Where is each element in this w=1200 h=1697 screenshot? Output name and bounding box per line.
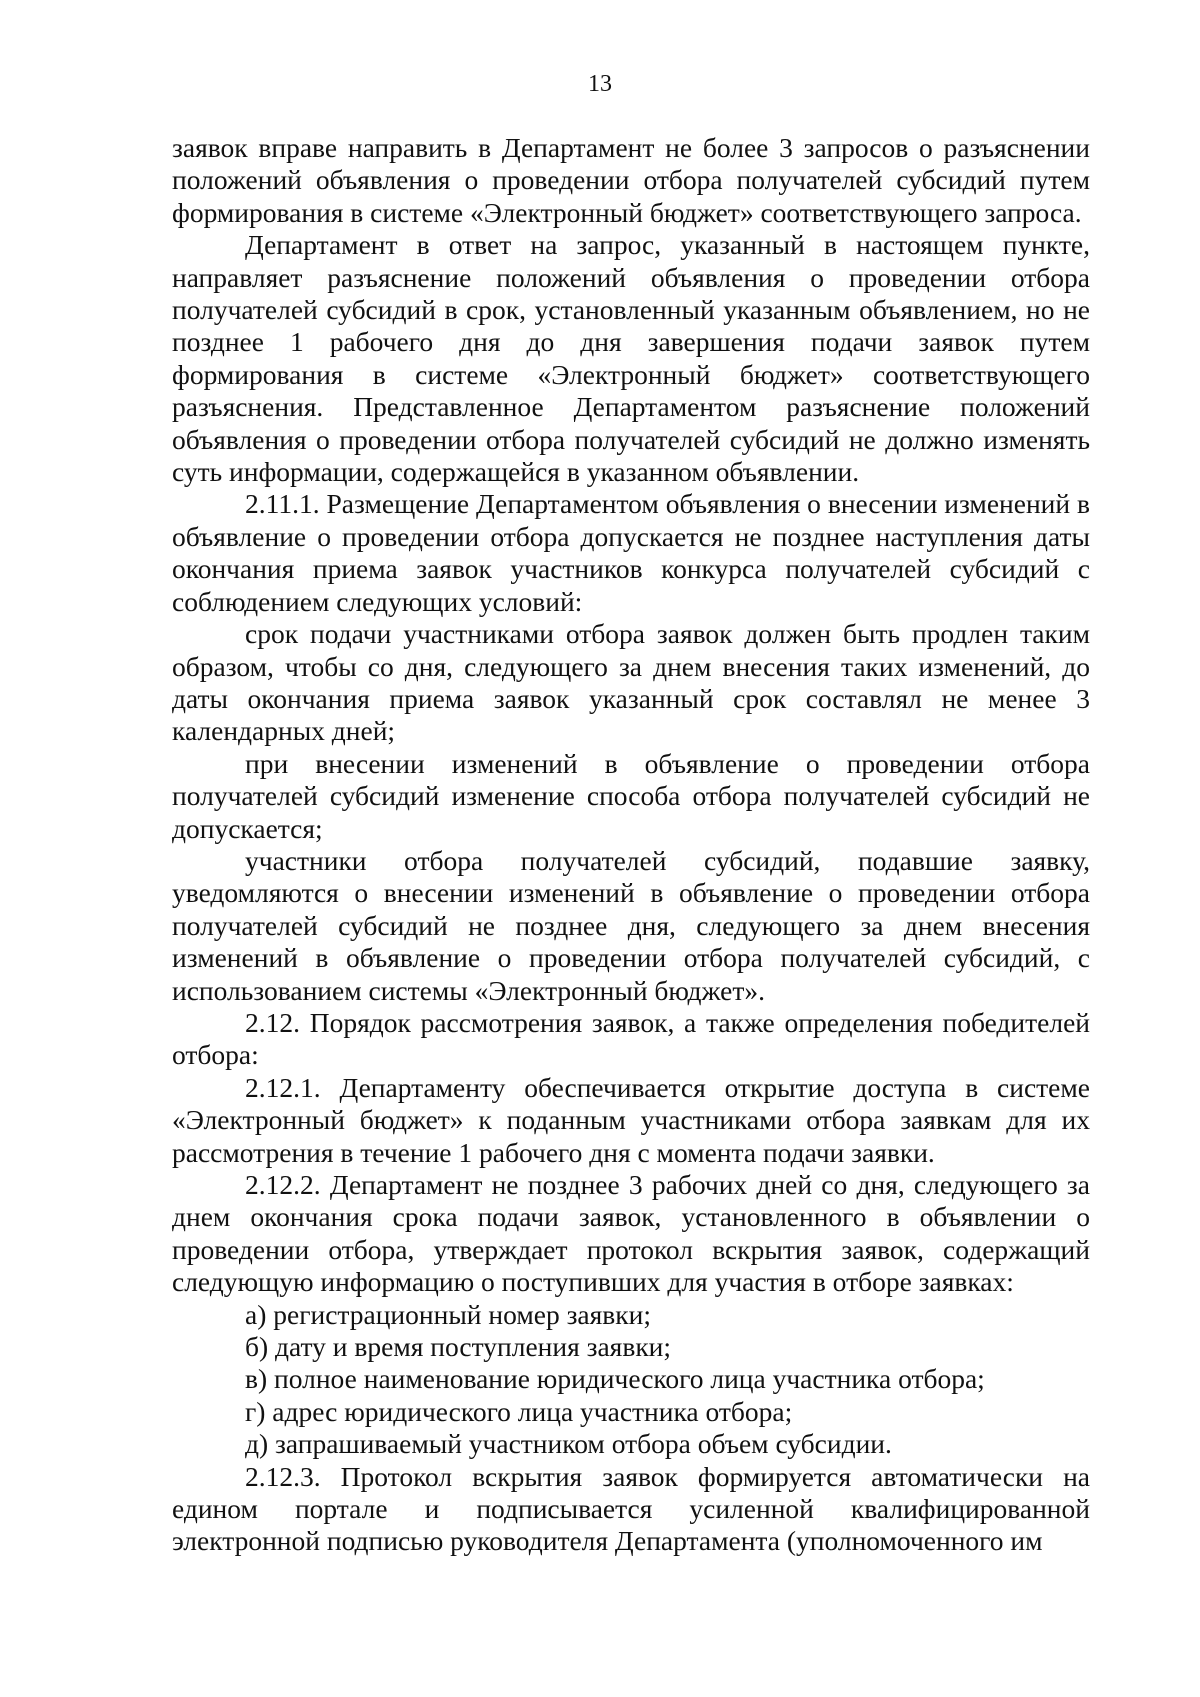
paragraph-9: 2.12.2. Департамент не позднее 3 рабочих дней со дня, следующего за днем окончания срока подачи заявок, установленного в объявлении о проведении отбора, утверждает протокол вскрытия заявок, содержащий следующую информацию о поступивших для участия в отборе заявках: [172, 1169, 1090, 1298]
paragraph-2: Департамент в ответ на запрос, указанный в настоящем пункте, направляет разъяснение положений объявления о проведении отбора получателей субсидий в срок, установленный указанным объявлением, но не позднее 1 рабочего дня до дня завершения подачи заявок путем формирования в системе «Электронный бюджет» соответствующего разъяснения. Представленное Департаментом разъяснение положений объявления о проведении отбора получателей субсидий не должно изменять суть информации, содержащейся в указанном объявлении. [172, 229, 1090, 488]
paragraph-8: 2.12.1. Департаменту обеспечивается открытие доступа в системе «Электронный бюджет» к поданным участниками отбора заявкам для их рассмотрения в течение 1 рабочего дня с момента подачи заявки. [172, 1071, 1090, 1168]
paragraph-5: при внесении изменений в объявление о проведении отбора получателей субсидий изменение способа отбора получателей субсидий не допускается; [172, 747, 1090, 844]
paragraph-7: 2.12. Порядок рассмотрения заявок, а также определения победителей отбора: [172, 1006, 1090, 1071]
document-body [172, 132, 1090, 1558]
paragraph-10: 2.12.3. Протокол вскрытия заявок формируется автоматически на едином портале и подписывается усиленной квалифицированной электронной подписью руководителя Департамента (уполномоченного им [172, 1460, 1090, 1557]
paragraph-3: 2.11.1. Размещение Департаментом объявления о внесении изменений в объявление о проведении отбора допускается не позднее наступления даты окончания приема заявок участников конкурса получателей субсидий с соблюдением следующих условий: [172, 488, 1090, 617]
paragraph-1: заявок вправе направить в Департамент не более 3 запросов о разъяснении положений объявления о проведении отбора получателей субсидий путем формирования в системе «Электронный бюджет» соответствующего запроса. [172, 132, 1090, 228]
page-number: 13 [588, 71, 612, 97]
paragraph-6: участники отбора получателей субсидий, подавшие заявку, уведомляются о внесении изменений в объявление о проведении отбора получателей субсидий не позднее дня, следующего за днем внесения изменений в объявление о проведении отбора получателей субсидий, с использованием системы «Электронный бюджет». [172, 844, 1090, 1006]
list-item-a: а) регистрационный номер заявки; [245, 1298, 651, 1330]
list-item-g: г) адрес юридического лица участника отбора; [245, 1395, 793, 1427]
paragraph-4: срок подачи участниками отбора заявок должен быть продлен таким образом, чтобы со дня, следующего за днем внесения таких изменений, до даты окончания приема заявок указанный срок составлял не менее 3 календарных дней; [172, 618, 1090, 747]
list-item-d: д) запрашиваемый участником отбора объем субсидии. [245, 1428, 892, 1460]
list-item-v: в) полное наименование юридического лица участника отбора; [245, 1363, 985, 1395]
list-item-b: б) дату и время поступления заявки; [245, 1331, 672, 1363]
